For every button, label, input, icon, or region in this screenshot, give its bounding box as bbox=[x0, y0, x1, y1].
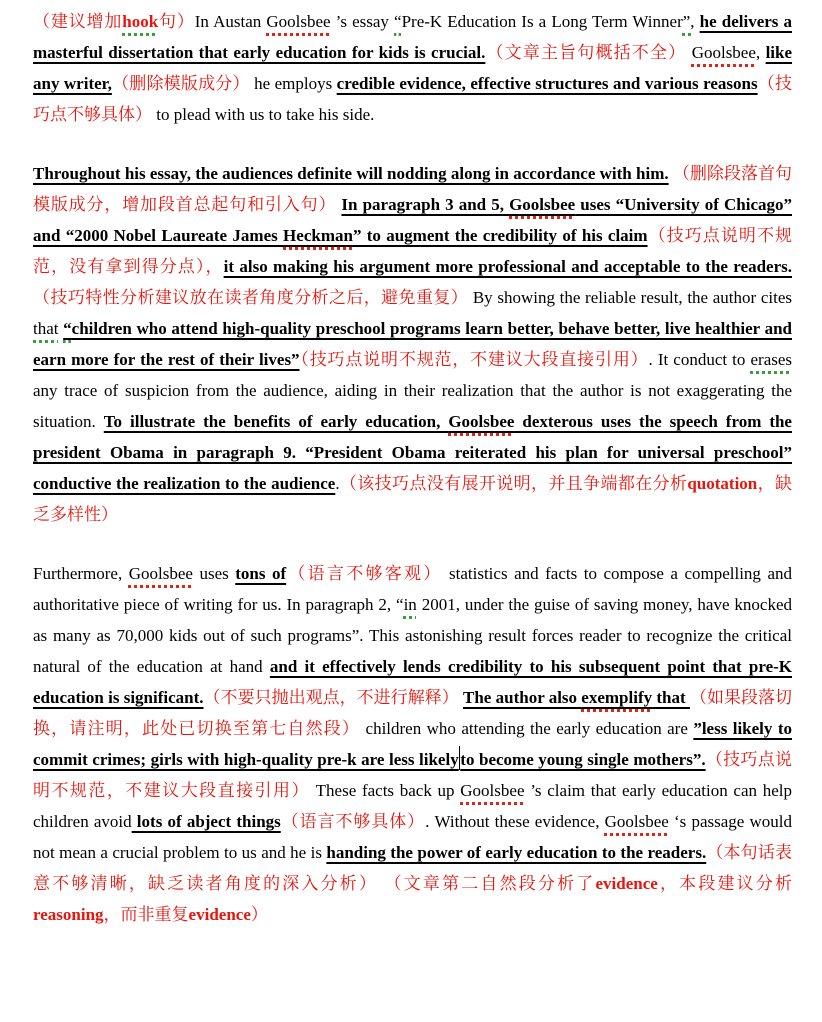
essay-text: . Without these evidence, bbox=[425, 812, 605, 831]
student-key-sentence: The author also bbox=[463, 688, 582, 707]
essay-text: uses bbox=[192, 564, 236, 583]
grammar-underline: “ bbox=[63, 319, 72, 338]
spellcheck-underline: Goolsbee bbox=[509, 195, 576, 214]
grammar-underline: hook bbox=[122, 12, 159, 31]
essay-text: ’s claim that early education can help children avoid bbox=[33, 781, 792, 831]
teacher-comment-keyword: reasoning bbox=[33, 905, 104, 924]
paragraph bbox=[33, 158, 792, 530]
grammar-underline: that bbox=[33, 319, 59, 338]
student-key-sentence: lots of abject things bbox=[131, 812, 281, 831]
essay-text: ’s essay bbox=[330, 12, 395, 31]
spellcheck-underline: Heckman bbox=[283, 226, 353, 245]
essay-text: children who attending the early education are bbox=[360, 719, 694, 738]
student-key-sentence bbox=[283, 226, 353, 245]
student-key-sentence: dexterous uses the speech from the president Obama in paragraph 9. “President Obama reiterated his plan for universal preschool” conductive the realization to the audience bbox=[33, 412, 792, 493]
essay-text bbox=[750, 350, 792, 369]
student-key-sentence: To illustrate the benefits of early education, bbox=[103, 412, 449, 431]
teacher-comment: （技巧特性分析建议放在读者角度分析之后，避免重复） bbox=[33, 288, 469, 307]
teacher-comment: （删除模版成分） bbox=[111, 74, 250, 93]
essay-text bbox=[605, 812, 669, 831]
student-key-sentence: credible evidence, effective structures and various reasons bbox=[336, 74, 758, 93]
student-key-sentence: ” to augment the credibility of his claim bbox=[352, 226, 648, 245]
teacher-comment: ） bbox=[250, 905, 268, 924]
teacher-comment: （建议增加 bbox=[33, 12, 123, 31]
spellcheck-underline: Goolsbee bbox=[128, 564, 193, 583]
essay-text: . bbox=[335, 474, 340, 493]
spellcheck-underline: Goolsbee bbox=[460, 781, 525, 800]
student-key-sentence: tons of bbox=[235, 564, 287, 583]
teacher-comment: （技巧点说明不规范，没有拿到得分点）， bbox=[33, 226, 793, 276]
teacher-comment: （语言不够具体） bbox=[280, 812, 426, 831]
essay-text: In Austan bbox=[194, 12, 267, 31]
teacher-comment-keyword: quotation bbox=[687, 474, 758, 493]
student-key-sentence: ”less likely to commit crimes; girls with high-quality pre-k are less likely bbox=[33, 719, 792, 769]
student-key-sentence: Throughout his essay, the audiences definite will nodding along in accordance with him. bbox=[33, 164, 669, 183]
grammar-underline: ”, bbox=[682, 12, 695, 31]
grammar-underline: erases bbox=[750, 350, 793, 369]
teacher-comment: （本句话表意不够清晰，缺乏读者角度的深入分析） （文章第二自然段分析了 bbox=[33, 843, 793, 893]
teacher-comment: （该技巧点没有展开说明，并且争端都在分析 bbox=[339, 474, 688, 493]
spellcheck-underline: exemplify bbox=[581, 688, 653, 707]
student-key-sentence bbox=[581, 688, 652, 707]
teacher-comment-keyword: evidence bbox=[595, 874, 658, 893]
paragraph bbox=[33, 558, 792, 930]
teacher-comment: （如果段落切换，请注明，此处已切换至第七自然段） bbox=[33, 688, 793, 738]
essay-text bbox=[394, 12, 402, 31]
essay-text bbox=[129, 564, 193, 583]
teacher-comment: ，缺乏多样性） bbox=[33, 474, 793, 524]
essay-text bbox=[692, 43, 756, 62]
essay-text bbox=[33, 319, 59, 338]
essay-text bbox=[404, 595, 417, 614]
student-key-sentence: to become young single mothers”. bbox=[460, 750, 706, 769]
essay-text: he employs bbox=[249, 74, 337, 93]
teacher-comment: （删除段落首句模版成分，增加段首总起句和引入句） bbox=[33, 164, 792, 214]
paragraph bbox=[33, 6, 792, 130]
student-key-sentence: handing the power of early education to the readers. bbox=[326, 843, 707, 862]
student-key-sentence: uses “University of Chicago” and “2000 Nobel Laureate James bbox=[33, 195, 792, 245]
teacher-comment: （技巧点说明不规范，不建议大段直接引用） bbox=[33, 750, 793, 800]
teacher-comment: ，本段建议分析 bbox=[657, 874, 793, 893]
grammar-underline: “ bbox=[394, 12, 402, 31]
essay-text: Furthermore, bbox=[33, 564, 129, 583]
teacher-comment-keyword: evidence bbox=[188, 905, 251, 924]
student-key-sentence: he delivers a masterful dissertation that early education for kids is crucial. bbox=[33, 12, 792, 62]
student-key-sentence bbox=[63, 319, 72, 338]
teacher-comment: （技巧点不够具体） bbox=[33, 74, 792, 124]
teacher-comment: （不要只抛出观点，不进行解释） bbox=[203, 688, 459, 707]
essay-text: any trace of suspicion from the audience, aiding in their realization that the author is not exaggerating the situation. bbox=[33, 381, 792, 431]
student-key-sentence: In paragraph 3 and 5, bbox=[341, 195, 510, 214]
student-key-sentence: that bbox=[652, 688, 690, 707]
teacher-comment-keyword bbox=[122, 12, 158, 31]
essay-text: to plead with us to take his side. bbox=[152, 105, 375, 124]
essay-text bbox=[683, 12, 695, 31]
teacher-comment: （语言不够客观） bbox=[286, 564, 443, 583]
spellcheck-underline: Goolsbee bbox=[604, 812, 669, 831]
essay-text: By showing the reliable result, the author cites bbox=[468, 288, 793, 307]
grammar-underline: in bbox=[403, 595, 417, 614]
student-key-sentence bbox=[448, 412, 514, 431]
essay-text: Pre-K Education Is a Long Term Winner bbox=[401, 12, 683, 31]
essay-text: ‘s passage would not mean a crucial problem to us and he is bbox=[33, 812, 792, 862]
teacher-comment: ，而非重复 bbox=[103, 905, 189, 924]
teacher-comment: （文章主旨句概括不全） bbox=[485, 43, 687, 62]
spellcheck-underline: Goolsbee bbox=[691, 43, 756, 62]
essay-text: These facts back up bbox=[309, 781, 461, 800]
student-key-sentence: and it effectively lends credibility to his subsequent point that pre-K education is significant. bbox=[33, 657, 792, 707]
essay-text: 2001, under the guise of saving money, have knocked as many as 70,000 kids out of such programs”. This astonishing result forces reader to recognize the critical natural of the education at hand bbox=[33, 595, 792, 676]
student-key-sentence: like any writer, bbox=[33, 43, 793, 93]
teacher-comment: （技巧点说明不规范，不建议大段直接引用） bbox=[299, 350, 649, 369]
essay-text: statistics and facts to compose a compelling and authoritative piece of writing for us. In paragraph 2, “ bbox=[33, 564, 792, 614]
student-key-sentence bbox=[509, 195, 575, 214]
teacher-comment: 句） bbox=[158, 12, 195, 31]
student-key-sentence: it also making his argument more professional and acceptable to the readers. bbox=[223, 257, 793, 276]
essay-text: , bbox=[755, 43, 766, 62]
spellcheck-underline: Goolsbee bbox=[266, 12, 331, 31]
student-key-sentence: children who attend high-quality preschool programs learn better, behave better, live healthier and earn more for the rest of their lives” bbox=[33, 319, 792, 369]
essay-text: . It conduct to bbox=[648, 350, 751, 369]
essay-text bbox=[460, 781, 524, 800]
essay-text bbox=[266, 12, 330, 31]
spellcheck-underline: Goolsbee bbox=[448, 412, 515, 431]
